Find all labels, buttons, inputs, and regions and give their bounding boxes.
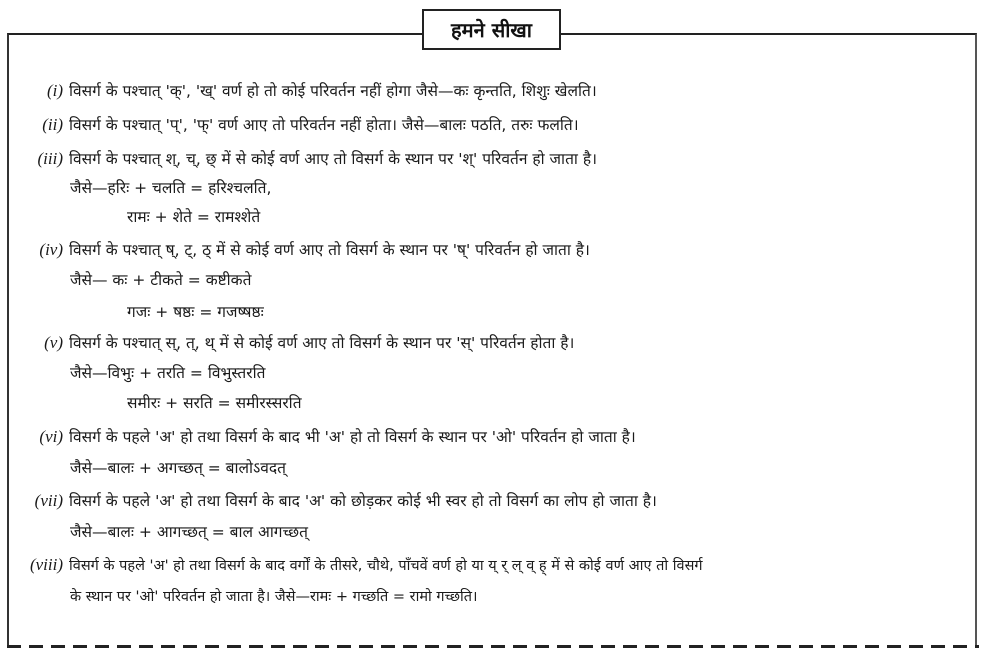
rule-number: (viii) — [29, 555, 63, 574]
rule-6-example-1: जैसे—बालः + अगच्छत् = बालोऽवदत् — [70, 459, 286, 477]
rule-number: (ii) — [42, 115, 63, 134]
rule-5-example-2: समीरः + सरति = समीरस्सरति — [127, 394, 302, 412]
rule-3 — [30, 149, 597, 169]
rule-5 — [30, 333, 574, 353]
rule-number: (v) — [44, 333, 63, 352]
rule-4-example-1: जैसे— कः + टीकते = कष्टीकते — [70, 271, 252, 289]
rule-text: विसर्ग के पश्चात् स्, त्, थ् में से कोई वर्ण आए तो विसर्ग के स्थान पर 'स्' परिवर्तन होता है। — [69, 334, 575, 352]
rule-number: (i) — [46, 81, 63, 100]
rule-7 — [30, 491, 657, 511]
rule-number: (iii) — [37, 149, 63, 168]
rule-number: (vii) — [34, 491, 63, 510]
rule-number: (iv) — [39, 240, 63, 259]
dashed-bottom-border — [7, 645, 979, 648]
rule-1 — [30, 81, 597, 101]
rule-text: विसर्ग के पहले 'अ' हो तथा विसर्ग के बाद भी 'अ' हो तो विसर्ग के स्थान पर 'ओ' परिवर्तन हो जाता है। — [69, 428, 636, 446]
rule-text: विसर्ग के पश्चात् 'प्', 'फ्' वर्ण आए तो परिवर्तन नहीं होता। जैसे—बालः पठति, तरुः फलति। — [69, 116, 579, 134]
rule-3-example-2: रामः + शेते = रामश्शेते — [127, 208, 261, 226]
rule-text: विसर्ग के पश्चात् श्, च्, छ् में से कोई वर्ण आए तो विसर्ग के स्थान पर 'श्' परिवर्तन हो जाता है। — [69, 150, 597, 168]
rule-text: विसर्ग के पहले 'अ' हो तथा विसर्ग के बाद वर्गों के तीसरे, चौथे, पाँचवें वर्ण हो या य् र् ल् व् ह् में से कोई वर्ण आए तो विसर्ग — [69, 558, 703, 574]
box-title — [422, 9, 561, 50]
rule-4 — [30, 240, 590, 260]
rule-number: (vi) — [39, 427, 63, 446]
rule-text: विसर्ग के पहले 'अ' हो तथा विसर्ग के बाद 'अ' को छोड़कर कोई भी स्वर हो तो विसर्ग का लोप हो जाता है। — [69, 492, 657, 510]
rule-6 — [30, 427, 636, 447]
rule-2 — [30, 115, 579, 135]
box-title-text: हमने सीखा — [451, 18, 532, 42]
rule-8-continuation: के स्थान पर 'ओ' परिवर्तन हो जाता है। जैसे—रामः + गच्छति = रामो गच्छति। — [70, 589, 478, 605]
rule-8 — [12, 555, 703, 576]
rule-7-example-1: जैसे—बालः + आगच्छत् = बाल आगच्छत् — [70, 523, 308, 541]
rule-text: विसर्ग के पश्चात् 'क्', 'ख्' वर्ण हो तो कोई परिवर्तन नहीं होगा जैसे—कः कृन्तति, शिशुः खेलति। — [69, 82, 597, 100]
rule-3-example-1: जैसे—हरिः + चलति = हरिश्चलति, — [70, 179, 272, 197]
rule-4-example-2: गजः + षष्ठः = गजष्षष्ठः — [127, 303, 264, 321]
rule-text: विसर्ग के पश्चात् ष्, ट्, ठ् में से कोई वर्ण आए तो विसर्ग के स्थान पर 'ष्' परिवर्तन हो जाता है। — [69, 241, 590, 259]
rule-5-example-1: जैसे—विभुः + तरति = विभुस्तरति — [70, 364, 266, 382]
